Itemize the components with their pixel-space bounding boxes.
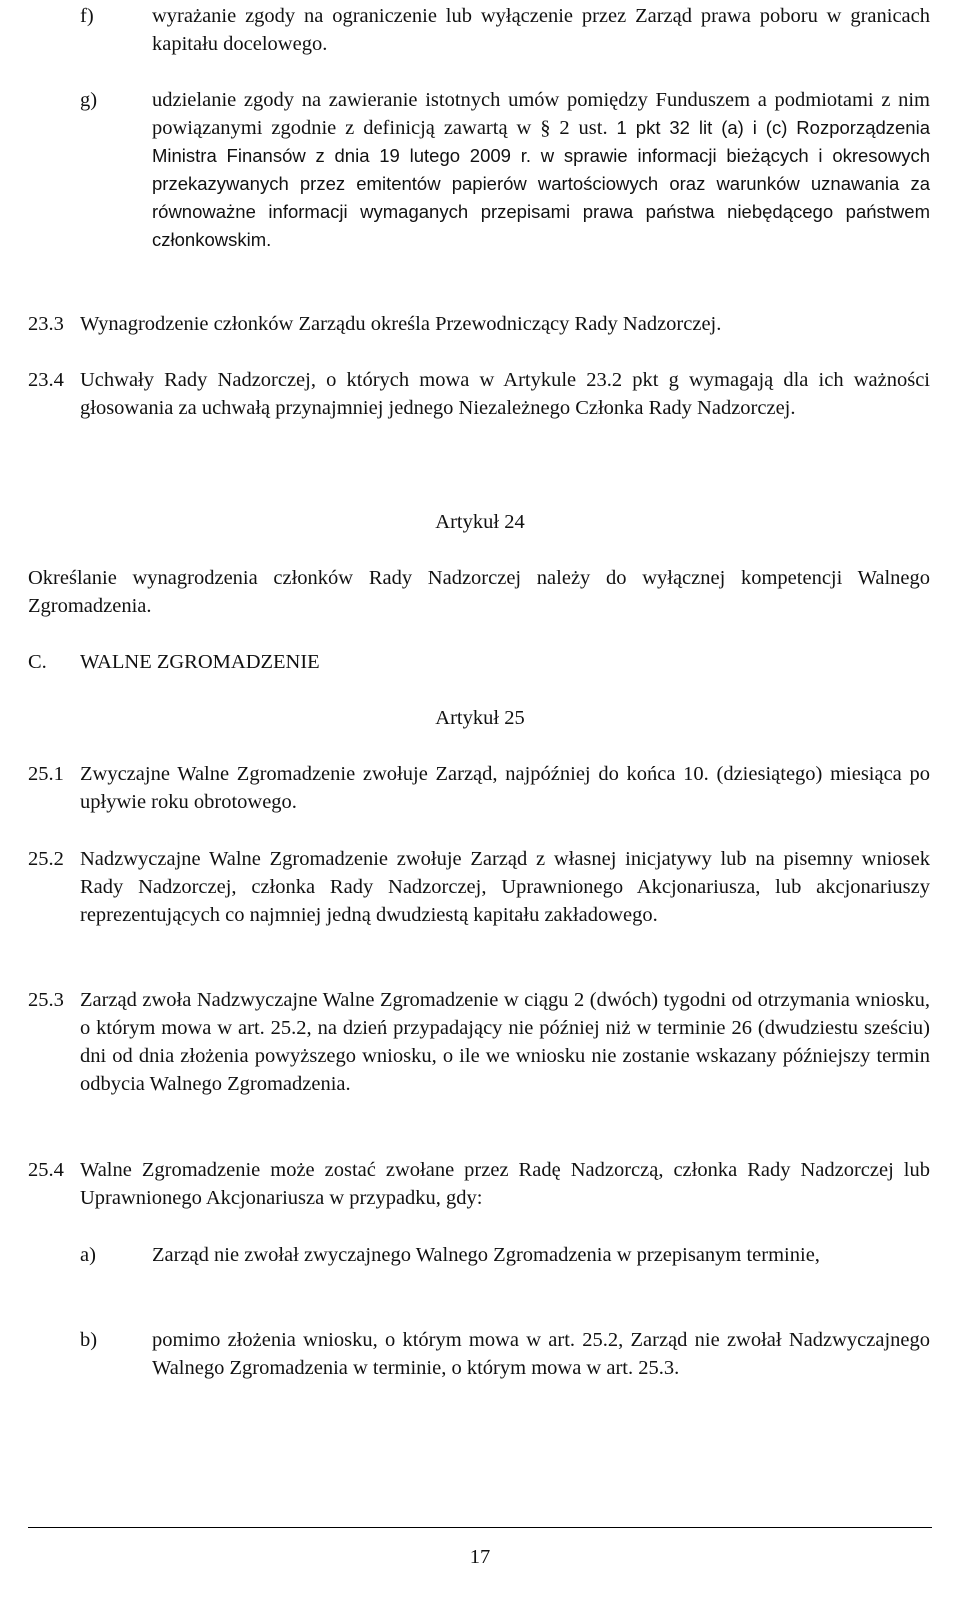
subitem-b [152, 1326, 930, 1382]
section-23-4 [80, 366, 930, 422]
section-25-2 [80, 845, 930, 929]
item-g [152, 86, 930, 254]
subitem-label-a: a) [80, 1244, 96, 1266]
article-25-heading: Artykuł 25 [435, 707, 525, 729]
part-c-title: WALNE ZGROMADZENIE [80, 651, 320, 673]
section-23-4-text: Uchwały Rady Nadzorczej, o których mowa w Artykule 23.2 pkt g wymagają dla ich ważności głosowania za uchwałą przynajmniej jednego Niezależnego Członka Rady Nadzorczej. [80, 369, 930, 419]
section-25-2-text: Nadzwyczajne Walne Zgromadzenie zwołuje Zarząd z własnej inicjatywy lub na pisemny wniosek Rady Nadzorczej, członka Rady Nadzorczej, Uprawnionego Akcjonariusza, lub akcjonariuszy reprezentujących co najmniej jedną dwudziestą kapitału zakładowego. [80, 848, 930, 926]
section-number-23-4: 23.4 [28, 369, 64, 391]
subitem-b-text: pomimo złożenia wniosku, o którym mowa w art. 25.2, Zarząd nie zwołał Nadzwyczajnego Walnego Zgromadzenia w terminie, o którym mowa w art. 25.3. [152, 1329, 930, 1379]
item-f-text: wyrażanie zgody na ograniczenie lub wyłączenie przez Zarząd prawa poboru w granicach kapitału docelowego. [152, 5, 930, 55]
item-g-text-serif: udzielanie zgody na zawieranie istotnych umów pomiędzy Funduszem a podmiotami z nim powiązanymi zgodnie z definicją zawartą w § 2 ust. [152, 89, 930, 139]
article-24-text: Określanie wynagrodzenia członków Rady Nadzorczej należy do wyłącznej kompetencji Walnego Zgromadzenia. [28, 567, 930, 617]
section-25-3-text: Zarząd zwoła Nadzwyczajne Walne Zgromadzenie w ciągu 2 (dwóch) tygodni od otrzymania wniosku, o którym mowa w art. 25.2, na dzień przypadający nie później niż w terminie 26 (dwudziestu sześciu) dni od dnia złożenia powyższego wniosku, o ile we wniosku nie zostanie wskazany późniejszy termin odbycia Walnego Zgromadzenia. [80, 989, 930, 1095]
section-number-25-2: 25.2 [28, 848, 64, 870]
item-label-g: g) [80, 89, 98, 111]
item-f [152, 2, 930, 58]
section-25-3 [80, 986, 930, 1098]
section-number-23-3: 23.3 [28, 313, 64, 335]
section-23-3 [80, 310, 930, 338]
item-g-paragraph [152, 86, 930, 254]
section-25-4 [80, 1156, 930, 1212]
item-label-f: f) [80, 5, 94, 27]
section-number-25-4: 25.4 [28, 1159, 64, 1181]
footer-divider [28, 1527, 932, 1528]
subitem-a [152, 1241, 930, 1269]
part-c-letter: C. [28, 651, 47, 673]
section-number-25-3: 25.3 [28, 989, 64, 1011]
subitem-label-b: b) [80, 1329, 98, 1351]
article-24-heading: Artykuł 24 [435, 511, 525, 533]
page-number: 17 [469, 1546, 491, 1568]
item-g-text-sans: 1 pkt 32 lit (a) i (c) Rozporządzenia Ministra Finansów z dnia 19 lutego 2009 r. w sprawie informacji bieżących i okresowych przekazywanych przez emitentów papierów wartościowych oraz warunków uznawania za równoważne informacji wymaganych przepisami prawa państwa niebędącego państwem członkowskim. [152, 117, 930, 250]
article-24 [28, 564, 930, 620]
section-25-1 [80, 760, 930, 816]
subitem-a-text: Zarząd nie zwołał zwyczajnego Walnego Zgromadzenia w przepisanym terminie, [152, 1244, 820, 1266]
section-23-3-text: Wynagrodzenie członków Zarządu określa Przewodniczący Rady Nadzorczej. [80, 313, 722, 335]
section-25-1-text: Zwyczajne Walne Zgromadzenie zwołuje Zarząd, najpóźniej do końca 10. (dziesiątego) miesiąca po upływie roku obrotowego. [80, 763, 930, 813]
section-number-25-1: 25.1 [28, 763, 64, 785]
section-25-4-text: Walne Zgromadzenie może zostać zwołane przez Radę Nadzorczą, członka Rady Nadzorczej lub Uprawnionego Akcjonariusza w przypadku, gdy: [80, 1159, 930, 1209]
